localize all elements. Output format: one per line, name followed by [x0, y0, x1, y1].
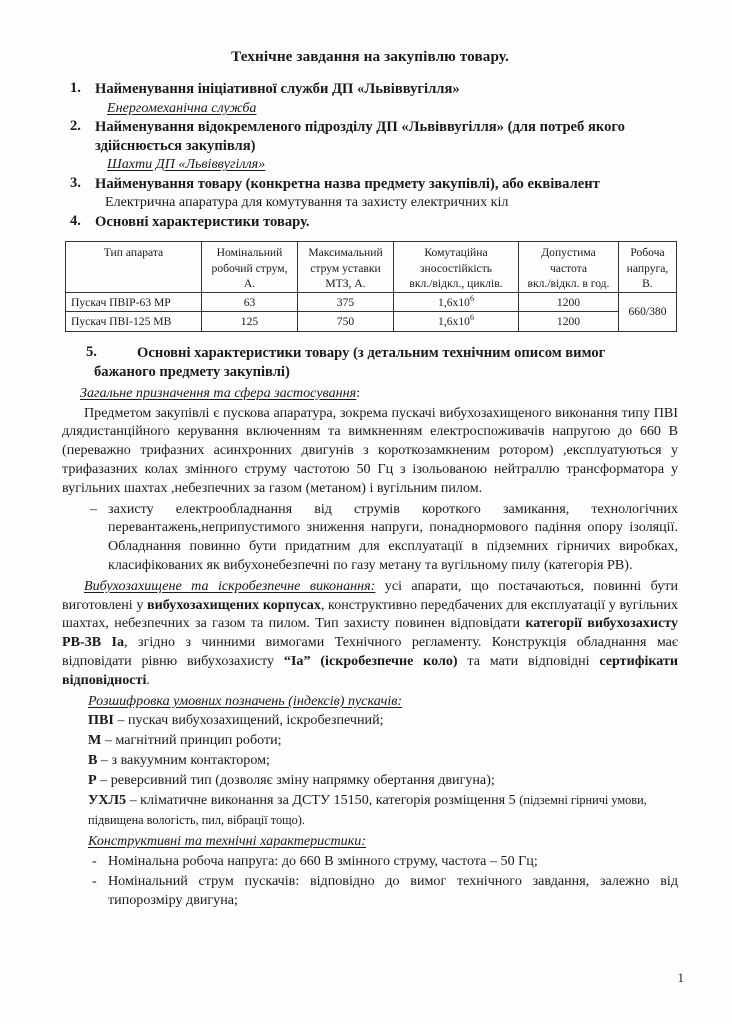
- col-header-max-setting-current: Максимальний струм уставки МТЗ, А.: [298, 242, 394, 293]
- abbr-desc: – з вакуумним контактором;: [97, 752, 270, 769]
- abbr-code: Р: [88, 772, 97, 789]
- abbreviation-m: [62, 731, 678, 750]
- subheading-explosion-proof: Вибухозахищене та іскробезпечне виконання:: [84, 577, 376, 594]
- item-1-heading: Найменування ініціативної служби ДП «Львіввугілля»: [95, 81, 460, 97]
- col-header-working-voltage: Робоча напруга, В.: [619, 242, 677, 293]
- abbreviation-v: [62, 751, 678, 770]
- list-item-4: [62, 213, 678, 232]
- cell-nominal-current: 125: [202, 312, 298, 331]
- cell-max-setting-current: 375: [298, 293, 394, 312]
- abbr-desc: – магнітний принцип роботи;: [101, 731, 282, 748]
- subheading-decoding: Розшифровка умовних позначень (індексів) пускачів:: [88, 692, 403, 709]
- col-header-nominal-current: Номінальний робочий струм, А.: [202, 242, 298, 293]
- item-2-value: Шахти ДП «Львіввугілля»: [107, 156, 266, 173]
- item-2-heading-line2: здійснюється закупівля): [95, 137, 256, 154]
- abbreviation-r: [62, 771, 678, 790]
- list-item-1: [62, 80, 678, 117]
- abbr-code: УХЛ5: [88, 792, 127, 809]
- cell-switching-endurance: $1,6х10^6$: [394, 293, 519, 312]
- abbr-code: В: [88, 752, 98, 769]
- specifications-table: [65, 241, 677, 331]
- abbreviation-pvi: [62, 711, 678, 730]
- item-4-heading: Основні характеристики товару.: [95, 213, 310, 230]
- paragraph-explosion-proof: Вибухозахищене та іскробезпечне виконання: усі апарати, що постачаються, повинні бути виготовлені у вибухозахищених корпусах, конструктивно передбачених для експлуатації у вугільних шахтах, небезпечних за газом та пилом. Тип захисту повинен відповідати категорії вибухозахисту РВ-3В Іа, згідно з чинними вимогами Технічного регламенту. Конструкція обладнання має відповідати рівню вибухозахисту “Іа” (іскробезпечне коло) та мати відповідні сертифікати відповідності.: [62, 577, 679, 688]
- col-header-frequency: Допустима частота вкл./відкл. в год.: [519, 242, 619, 293]
- cell-type: Пускач ПВІР-63 МР: [66, 293, 202, 312]
- list-item-3: [62, 175, 678, 212]
- page-number: 1: [677, 970, 684, 985]
- requirements-list: [62, 80, 678, 231]
- abbr-code: М: [88, 731, 102, 748]
- abbr-code: ПВІ: [88, 711, 114, 728]
- cell-type: Пускач ПВІ-125 МВ: [66, 312, 202, 331]
- abbr-desc: – кліматичне виконання за ДСТУ 15150, категорія розміщення 5: [126, 792, 520, 809]
- subheading-constructive: Конструктивні та технічні характеристики:: [88, 832, 367, 849]
- subheading-general-purpose: Загальне призначення та сфера застосування:: [80, 384, 361, 401]
- constructive-item-current: - Номінальний струм пускачів: відповідно до вимог технічного завдання, залежно від типорозміру двигуна;: [62, 872, 678, 910]
- list-item-2: [62, 118, 678, 174]
- table-row: [66, 312, 677, 331]
- table-header-row: [66, 242, 677, 293]
- section-5-number: 5.: [86, 343, 97, 360]
- item-3-value: Електрична апаратура для комутування та захисту електричних кіл: [105, 194, 509, 211]
- item-3-heading: Найменування товару (конкретна назва предмету закупівлі), або еквівалент: [95, 175, 600, 192]
- item-1-value: Енергомеханічна служба: [107, 99, 257, 116]
- cell-nominal-current: 63: [202, 293, 298, 312]
- constructive-item-voltage: - Номінальна робоча напруга: до 660 В змінного струму, частота – 50 Гц;: [62, 852, 678, 871]
- dash-item-protection: – захисту електрообладнання від струмів короткого замикання, технологічних перевантажень,неприпустимого зниження напруги, понаднормового падіння опору ізоляції. Обладнання повинно бути придатним для експлуатації в підземних гірничих виробках, класифікованих як вибухонебезпечні по газу метану та вугільному пилу (категорія РВ).: [62, 500, 678, 575]
- cell-frequency: 1200: [519, 293, 619, 312]
- abbr-desc: – реверсивний тип (дозволяє зміну напрямку обертання двигуна);: [96, 772, 495, 789]
- abbr-desc: – пускач вибухозахищений, іскробезпечний;: [113, 711, 384, 728]
- col-header-type: Тип апарата: [66, 242, 202, 293]
- cell-frequency: 1200: [519, 312, 619, 331]
- cell-max-setting-current: 750: [298, 312, 394, 331]
- section-5: [62, 344, 678, 382]
- item-2-heading-line1: Найменування відокремленого підрозділу ДП «Львіввугілля» (для потреб якого: [95, 118, 625, 135]
- abbreviation-uhl5: [62, 791, 678, 829]
- col-header-switching-endurance: Комутаційна зносостійкість вкл./відкл., циклів.: [394, 242, 519, 293]
- abbr-note: (підземні гірничі умови, підвищена вологість, пил, вібрації тощо).: [88, 793, 647, 827]
- page-title: Технічне завдання на закупівлю товару.: [231, 48, 509, 65]
- cell-working-voltage-merged: 660/380: [619, 293, 677, 331]
- section-5-heading: Основні характеристики товару (з детальним технічним описом вимог бажаного предмету закупівлі): [94, 344, 606, 380]
- paragraph-general-purpose: Предметом закупівлі є пускова апаратура, зокрема пускачі вибухозахищеного виконання типу ПВІ длядистанційного керування включенням та вимкненням електроспоживачів напругою до 660 В (переважно трифазних асинхронних двигунів з короткозамкненим ротором) ,експлуатуються у трифазазних колах змінного струму частотою 50 Гц з ізольованою нейтраллю трансформатора у вугільних шахтах ,небезпечних за газом (метаном) і вугільним пилом.: [62, 404, 678, 496]
- table-row: [66, 293, 677, 312]
- cell-switching-endurance: $1,6х10^6$: [394, 312, 519, 331]
